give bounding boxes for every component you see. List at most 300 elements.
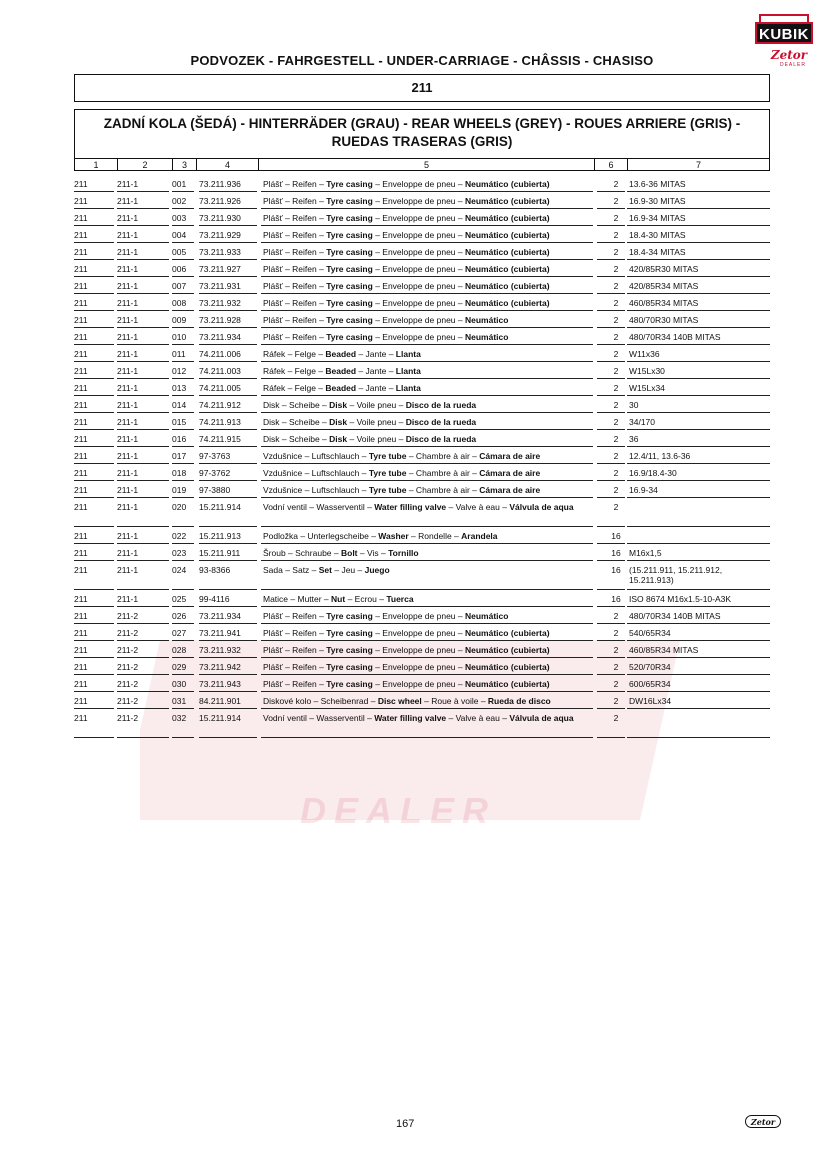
description-part: Tyre casing — [326, 662, 373, 672]
row-underline — [117, 378, 169, 379]
part-number-cell: 73.211.927 — [199, 264, 241, 274]
part-number-cell: 74.211.005 — [199, 383, 241, 393]
description-part: Neumático (cubierta) — [465, 628, 550, 638]
group-cell: 211 — [74, 383, 88, 393]
row-underline — [117, 225, 169, 226]
row-underline — [172, 708, 194, 709]
group-cell: 211 — [74, 179, 88, 189]
row-underline — [74, 361, 114, 362]
description-part: Washer — [378, 531, 409, 541]
row-underline — [627, 412, 770, 413]
row-underline — [199, 497, 257, 498]
row-underline — [199, 640, 257, 641]
description-part: Tyre casing — [326, 679, 373, 689]
position-cell: 004 — [172, 230, 187, 240]
part-number-cell: 15.211.914 — [199, 713, 241, 723]
row-underline — [172, 560, 194, 561]
note-cell: 420/85R34 MITAS — [629, 281, 699, 291]
row-underline — [261, 691, 593, 692]
page-number: 167 — [396, 1118, 415, 1130]
logo-frame — [759, 14, 809, 22]
part-description — [263, 230, 593, 240]
group-cell: 211 — [74, 434, 88, 444]
subgroup-cell: 211-1 — [117, 485, 139, 495]
row-underline — [261, 623, 593, 624]
description-part: – Jante – — [356, 349, 396, 359]
group-cell: 211 — [74, 594, 88, 604]
row-underline — [597, 480, 625, 481]
description-part: Disco de la rueda — [405, 434, 477, 444]
description-part: Beaded — [325, 366, 357, 376]
column-header: 7 — [695, 160, 701, 170]
position-cell: 002 — [172, 196, 187, 206]
quantity-cell: 2 — [613, 628, 619, 638]
row-underline — [74, 378, 114, 379]
logo-sub: Zetor — [770, 48, 808, 62]
position-cell: 010 — [172, 332, 187, 342]
row-underline — [261, 480, 593, 481]
row-underline — [627, 480, 770, 481]
table-row — [74, 710, 770, 739]
part-number-cell: 73.211.943 — [199, 679, 241, 689]
description-part: Ráfek – Felge – — [263, 383, 326, 393]
quantity-cell: 2 — [613, 468, 619, 478]
description-part: Vodní ventil – Wasserventil – — [263, 713, 375, 723]
subgroup-cell: 211-1 — [117, 383, 139, 393]
part-number-cell: 99-4116 — [199, 594, 230, 604]
row-underline — [199, 463, 257, 464]
table-row — [74, 193, 770, 210]
row-underline — [74, 276, 114, 277]
row-underline — [117, 429, 169, 430]
row-underline — [74, 225, 114, 226]
quantity-cell: 2 — [613, 264, 619, 274]
row-underline — [627, 327, 770, 328]
row-underline — [199, 737, 257, 738]
row-underline — [74, 344, 114, 345]
row-underline — [597, 737, 625, 738]
row-underline — [74, 640, 114, 641]
quantity-cell: 2 — [613, 713, 619, 723]
row-underline — [74, 429, 114, 430]
description-part: Plášť – Reifen – — [263, 679, 327, 689]
description-part: Cámara de aire — [479, 468, 541, 478]
description-part: Llanta — [395, 349, 421, 359]
row-underline — [199, 543, 257, 544]
subgroup-cell: 211-1 — [117, 230, 139, 240]
row-underline — [172, 446, 194, 447]
group-cell: 211 — [74, 315, 88, 325]
table-row — [74, 591, 770, 608]
row-underline — [261, 674, 593, 675]
row-underline — [597, 310, 625, 311]
description-part: Vzdušnice – Luftschlauch – — [263, 468, 369, 478]
description-part: Tyre tube — [368, 451, 407, 461]
row-underline — [74, 560, 114, 561]
row-underline — [199, 361, 257, 362]
subgroup-cell: 211-1 — [117, 315, 139, 325]
description-part: Plášť – Reifen – — [263, 230, 327, 240]
part-description — [263, 281, 593, 291]
quantity-cell: 2 — [613, 502, 619, 512]
description-part: – Enveloppe de pneu – — [372, 628, 465, 638]
description-part: Tyre casing — [326, 611, 373, 621]
row-underline — [597, 344, 625, 345]
row-underline — [261, 276, 593, 277]
note-cell: 540/65R34 — [629, 628, 671, 638]
row-underline — [627, 344, 770, 345]
description-part: – Enveloppe de pneu – — [372, 281, 465, 291]
row-underline — [261, 361, 593, 362]
note-cell: 30 — [629, 400, 639, 410]
row-underline — [172, 412, 194, 413]
description-part: Neumático (cubierta) — [465, 213, 550, 223]
row-underline — [627, 708, 770, 709]
quantity-cell: 16 — [611, 531, 621, 541]
description-part: Tyre casing — [326, 264, 373, 274]
row-underline — [172, 623, 194, 624]
table-row — [74, 676, 770, 693]
row-underline — [117, 361, 169, 362]
subgroup-cell: 211-2 — [117, 628, 139, 638]
part-description — [263, 662, 593, 672]
subgroup-cell: 211-1 — [117, 298, 139, 308]
column-header: 5 — [259, 159, 595, 171]
row-underline — [117, 327, 169, 328]
description-part: Plášť – Reifen – — [263, 611, 327, 621]
row-underline — [627, 259, 770, 260]
description-part: – Voile pneu – — [347, 400, 406, 410]
row-underline — [74, 657, 114, 658]
group-cell: 211 — [74, 213, 88, 223]
group-cell: 211 — [74, 548, 88, 558]
note-cell: 12.4/11, 13.6-36 — [629, 451, 691, 461]
column-header: 2 — [118, 159, 173, 171]
row-underline — [199, 242, 257, 243]
group-cell: 211 — [74, 485, 88, 495]
row-underline — [627, 293, 770, 294]
row-underline — [597, 276, 625, 277]
part-description — [263, 417, 593, 427]
note-cell: 460/85R34 MITAS — [629, 298, 699, 308]
description-part: – Roue à voile – — [421, 696, 488, 706]
row-underline — [172, 526, 194, 527]
row-underline — [74, 191, 114, 192]
group-cell: 211 — [74, 611, 88, 621]
subgroup-cell: 211-1 — [117, 247, 139, 257]
subgroup-cell: 211-1 — [117, 531, 139, 541]
description-part: Water filling valve — [374, 502, 447, 512]
description-part: Neumático (cubierta) — [465, 230, 550, 240]
description-part: Plášť – Reifen – — [263, 281, 327, 291]
subgroup-cell: 211-2 — [117, 611, 139, 621]
group-cell: 211 — [74, 298, 88, 308]
row-underline — [74, 463, 114, 464]
subgroup-cell: 211-1 — [117, 565, 139, 575]
row-underline — [597, 208, 625, 209]
description-part: Juego — [364, 565, 390, 575]
row-underline — [199, 191, 257, 192]
part-description — [263, 247, 593, 257]
position-cell: 029 — [172, 662, 187, 672]
description-part: – Jante – — [356, 366, 396, 376]
row-underline — [74, 208, 114, 209]
description-part: Plášť – Reifen – — [263, 298, 327, 308]
description-part: Plášť – Reifen – — [263, 264, 327, 274]
note-cell: 16.9-34 MITAS — [629, 213, 686, 223]
row-underline — [597, 708, 625, 709]
row-underline — [199, 623, 257, 624]
subgroup-cell: 211-1 — [117, 548, 139, 558]
table-row — [74, 380, 770, 397]
position-cell: 022 — [172, 531, 187, 541]
description-part: Disk – Scheibe – — [263, 400, 330, 410]
description-part: Neumático (cubierta) — [465, 179, 550, 189]
row-underline — [74, 327, 114, 328]
subgroup-cell: 211-1 — [117, 349, 139, 359]
row-underline — [597, 640, 625, 641]
quantity-cell: 2 — [613, 213, 619, 223]
column-header: 1 — [75, 159, 118, 171]
row-underline — [172, 463, 194, 464]
row-underline — [117, 708, 169, 709]
quantity-cell: 2 — [613, 179, 619, 189]
part-number-cell: 74.211.003 — [199, 366, 241, 376]
row-underline — [199, 344, 257, 345]
part-description — [263, 298, 593, 308]
part-number-cell: 97-3762 — [199, 468, 231, 478]
row-underline — [172, 361, 194, 362]
group-cell: 211 — [74, 531, 88, 541]
note-cell: ISO 8674 M16x1.5-10-A3K — [629, 594, 732, 604]
description-part: Ráfek – Felge – — [263, 349, 326, 359]
table-row — [74, 431, 770, 448]
description-part: Vzdušnice – Luftschlauch – — [263, 485, 369, 495]
row-underline — [117, 293, 169, 294]
row-underline — [597, 623, 625, 624]
position-cell: 007 — [172, 281, 187, 291]
part-description — [263, 196, 593, 206]
row-underline — [597, 429, 625, 430]
row-underline — [627, 606, 770, 607]
description-part: Ráfek – Felge – — [263, 366, 326, 376]
part-number-cell: 97-3763 — [199, 451, 231, 461]
row-underline — [172, 225, 194, 226]
part-description — [263, 696, 593, 706]
row-underline — [199, 480, 257, 481]
row-underline — [261, 395, 593, 396]
row-underline — [261, 640, 593, 641]
part-description — [263, 502, 593, 512]
description-part: Disk – Scheibe – — [263, 417, 330, 427]
description-part: – Voile pneu – — [347, 434, 406, 444]
part-number-cell: 73.211.934 — [199, 332, 241, 342]
table-row — [74, 176, 770, 193]
row-underline — [261, 543, 593, 544]
description-part: Tyre casing — [326, 628, 373, 638]
row-underline — [261, 225, 593, 226]
description-part: Plášť – Reifen – — [263, 662, 327, 672]
row-underline — [199, 208, 257, 209]
description-part: Disk – Scheibe – — [263, 434, 330, 444]
row-underline — [597, 543, 625, 544]
description-part: – Vis – — [357, 548, 389, 558]
row-underline — [597, 259, 625, 260]
row-underline — [117, 412, 169, 413]
group-cell: 211 — [74, 230, 88, 240]
note-cell: 18.4-30 MITAS — [629, 230, 686, 240]
description-part: Vodní ventil – Wasserventil – — [263, 502, 375, 512]
description-part: Tyre casing — [326, 230, 373, 240]
row-underline — [261, 259, 593, 260]
column-header: 4 — [197, 159, 259, 171]
quantity-cell: 2 — [613, 662, 619, 672]
row-underline — [172, 589, 194, 590]
part-number-cell: 73.211.932 — [199, 645, 241, 655]
group-cell: 211 — [74, 565, 88, 575]
group-cell: 211 — [74, 247, 88, 257]
description-part: – Enveloppe de pneu – — [372, 645, 465, 655]
group-cell: 211 — [74, 696, 88, 706]
part-description — [263, 400, 593, 410]
quantity-cell: 2 — [613, 451, 619, 461]
row-underline — [117, 242, 169, 243]
description-part: Neumático (cubierta) — [465, 264, 550, 274]
description-part: Neumático — [465, 332, 509, 342]
group-cell: 211 — [74, 628, 88, 638]
quantity-cell: 2 — [613, 417, 619, 427]
row-underline — [261, 497, 593, 498]
table-row — [74, 295, 770, 312]
row-underline — [199, 259, 257, 260]
row-underline — [172, 259, 194, 260]
table-row — [74, 659, 770, 676]
note-cell: W15Lx30 — [629, 366, 665, 376]
row-underline — [117, 737, 169, 738]
row-underline — [261, 446, 593, 447]
row-underline — [117, 480, 169, 481]
subgroup-cell: 211-1 — [117, 451, 139, 461]
description-part: Plášť – Reifen – — [263, 332, 327, 342]
part-number-cell: 73.211.934 — [199, 611, 241, 621]
quantity-cell: 2 — [613, 434, 619, 444]
description-part: – Enveloppe de pneu – — [372, 332, 465, 342]
description-part: Neumático (cubierta) — [465, 645, 550, 655]
row-underline — [627, 225, 770, 226]
description-part: – Enveloppe de pneu – — [372, 179, 465, 189]
section-title-line2: RUEDAS TRASERAS (GRIS) — [331, 134, 513, 149]
table-row — [74, 562, 770, 591]
description-part: – Enveloppe de pneu – — [372, 230, 465, 240]
row-underline — [74, 674, 114, 675]
note-cell: 16.9-30 MITAS — [629, 196, 686, 206]
note-cell: W11x36 — [629, 349, 660, 359]
position-cell: 014 — [172, 400, 187, 410]
row-underline — [199, 293, 257, 294]
row-underline — [117, 395, 169, 396]
row-underline — [597, 378, 625, 379]
row-underline — [199, 225, 257, 226]
row-underline — [117, 526, 169, 527]
row-underline — [117, 497, 169, 498]
note-cell: 480/70R34 140B MITAS — [629, 332, 721, 342]
description-part: – Chambre à air – — [406, 485, 480, 495]
description-part: Rueda de disco — [487, 696, 551, 706]
row-underline — [597, 225, 625, 226]
row-underline — [117, 208, 169, 209]
description-part: Neumático (cubierta) — [465, 247, 550, 257]
quantity-cell: 2 — [613, 230, 619, 240]
quantity-cell: 2 — [613, 298, 619, 308]
description-part: Bolt — [340, 548, 358, 558]
row-underline — [74, 606, 114, 607]
description-part: Neumático — [465, 315, 509, 325]
group-number: 211 — [74, 74, 770, 102]
description-part: Cámara de aire — [479, 485, 541, 495]
note-cell: 460/85R34 MITAS — [629, 645, 699, 655]
part-number-cell: 74.211.913 — [199, 417, 241, 427]
part-number-cell: 74.211.006 — [199, 349, 241, 359]
part-description — [263, 565, 593, 575]
row-underline — [117, 344, 169, 345]
zetor-footer-logo: Zetor — [745, 1115, 781, 1128]
row-underline — [199, 412, 257, 413]
row-underline — [199, 378, 257, 379]
table-row — [74, 346, 770, 363]
subgroup-cell: 211-1 — [117, 594, 139, 604]
note-cell: 600/65R34 — [629, 679, 671, 689]
description-part: Plášť – Reifen – — [263, 247, 327, 257]
row-underline — [117, 543, 169, 544]
description-part: Disk — [329, 434, 348, 444]
description-part: – Enveloppe de pneu – — [372, 611, 465, 621]
part-number-cell: 15.211.911 — [199, 548, 241, 558]
row-underline — [597, 446, 625, 447]
note-cell: 34/170 — [629, 417, 655, 427]
description-part: – Chambre à air – — [406, 451, 480, 461]
row-underline — [261, 310, 593, 311]
part-description — [263, 264, 593, 274]
group-cell: 211 — [74, 264, 88, 274]
row-underline — [261, 293, 593, 294]
row-underline — [597, 412, 625, 413]
quantity-cell: 2 — [613, 383, 619, 393]
column-header: 3 — [173, 159, 197, 171]
row-underline — [172, 293, 194, 294]
subgroup-cell: 211-1 — [117, 468, 139, 478]
position-cell: 026 — [172, 611, 187, 621]
note-cell: 420/85R30 MITAS — [629, 264, 699, 274]
position-cell: 009 — [172, 315, 187, 325]
row-underline — [117, 657, 169, 658]
description-part: – Enveloppe de pneu – — [372, 662, 465, 672]
row-underline — [117, 674, 169, 675]
table-row — [74, 528, 770, 545]
row-underline — [199, 708, 257, 709]
row-underline — [74, 395, 114, 396]
part-description — [263, 434, 593, 444]
group-cell: 211 — [74, 332, 88, 342]
row-underline — [627, 497, 770, 498]
subgroup-cell: 211-1 — [117, 179, 139, 189]
row-underline — [117, 191, 169, 192]
subgroup-cell: 211-1 — [117, 434, 139, 444]
row-underline — [199, 606, 257, 607]
group-cell: 211 — [74, 451, 88, 461]
subgroup-cell: 211-1 — [117, 281, 139, 291]
row-underline — [597, 674, 625, 675]
part-number-cell: 84.211.901 — [199, 696, 241, 706]
